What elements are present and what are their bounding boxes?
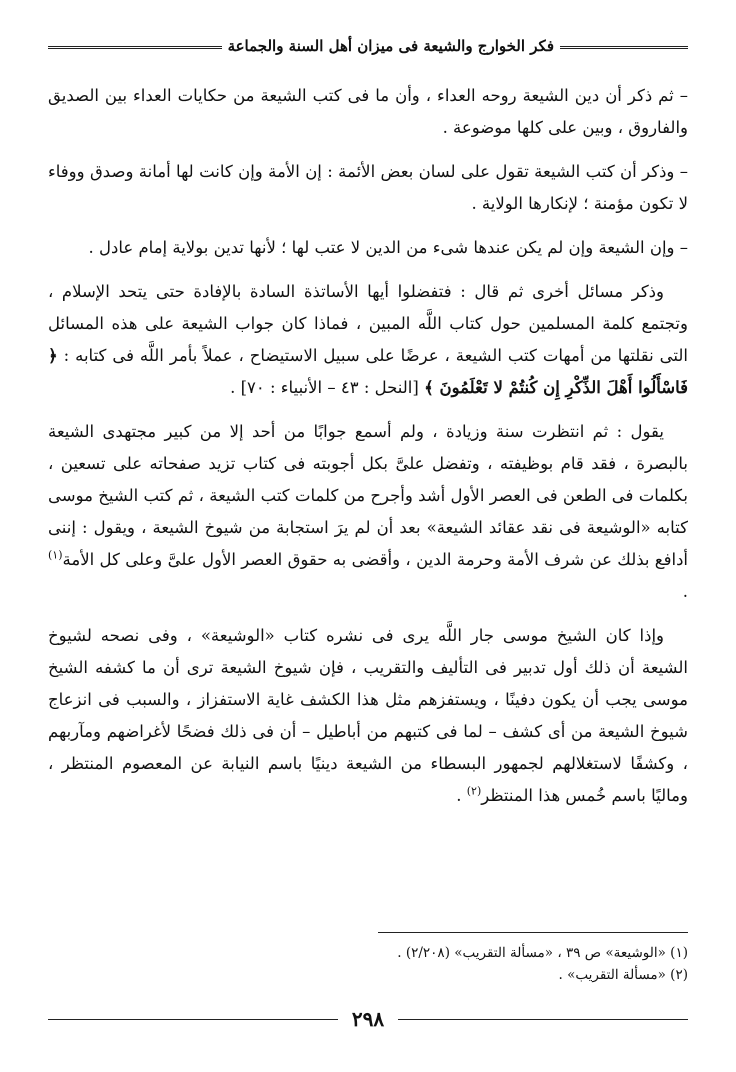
paragraph-6 — [48, 620, 688, 812]
footnote-1: (١) «الوشيعة» ص ٣٩ ، «مسألة التقريب» (٢/٢٠٨) . — [397, 945, 688, 961]
paragraph-6-text: وإذا كان الشيخ موسى جار اللَّه يرى فى نشره كتاب «الوشيعة» ، وفى نصحه لشيوخ الشيعة أن ذلك أول تدبير فى التأليف والتقريب ، فإن شيوخ الشيعة ترى أن ما كشفه الشيخ موسى يجب أن يكون دفينًا ، ويستفزهم مثل هذا الكشف غاية الاستفزاز ، والسبب فى انزعاج شيوخ الشيعة من أى كشف – لما فى كتبهم من أباطيل – أن فى ذلك فضحًا لأغراضهم ومآربهم ، وكشفًا لاستغلالهم لجمهور البسطاء من الشيعة دينيًا باسم النيابة عن المعصوم المنتظر ، وماليًا باسم خُمس هذا المنتظر — [48, 626, 688, 805]
paragraph-5-end: . — [682, 582, 688, 601]
page-footer — [48, 1006, 688, 1032]
paragraph-5 — [48, 416, 688, 608]
footnote-rule — [378, 932, 688, 933]
paragraph-6-end: . — [456, 786, 467, 805]
footnote-marker-2: (٢) — [466, 784, 482, 798]
paragraph-4-text: وذكر مسائل أخرى ثم قال : فتفضلوا أيها الأساتذة السادة بالإفادة حتى يتحد الإسلام ، وتجتمع كلمة المسلمين حول كتاب اللَّه المبين ، فماذا كان جواب الشيعة على هذه المسائل التى نقلتها من أمهات كتب الشيعة ، عرضًا على سبيل الاستيضاح ، عملاً بأمر اللَّه فى كتابه : — [48, 282, 688, 365]
paragraph-3: – وإن الشيعة وإن لم يكن عندها شىء من الدين لا عتب لها ؛ لأنها تدين بولاية إمام عادل . — [88, 238, 688, 257]
running-header — [48, 34, 688, 58]
quran-reference: [النحل : ٤٣ – الأنبياء : ٧٠] . — [230, 378, 419, 397]
main-text — [48, 80, 688, 824]
paragraph-5-text: يقول : ثم انتظرت سنة وزيادة ، ولم أسمع جوابًا من أحد إلا من كبير مجتهدى الشيعة بالبصرة ، فقد قام بوظيفته ، وتفضل علىَّ بكل أجوبته فى كتاب تزيد صفحاته على تسعين ، بكلمات فى الطعن فى العصر الأول أشد وأجرح من كلمات كتب الشيعة ، ثم كتب الشيخ موسى كتابه «الوشيعة فى نقد عقائد الشيعة» بعد أن لم يرَ استجابة من شيوخ الشيعة ، ويقول : إننى أدافع بذلك عن شرف الأمة وحرمة الدين ، وأقضى به حقوق العصر الأول علىَّ وعلى كل الأمة — [48, 422, 688, 569]
quran-verse: ﴿ فَاسْأَلُوا أَهْلَ الذِّكْرِ إِن كُنتُمْ لا تَعْلَمُونَ ﴾ — [48, 346, 688, 397]
footnote-marker-1: (١) — [48, 548, 63, 562]
footnote-2: (٢) «مسألة التقريب» . — [558, 967, 688, 983]
header-title: فكر الخوارج والشيعة فى ميزان أهل السنة والجماعة — [222, 34, 560, 58]
paragraph-1: – ثم ذكر أن دين الشيعة روحه العداء ، وأن ما فى كتب الشيعة من حكايات العداء بين الصديق والفاروق ، وبين على كلها موضوعة . — [48, 86, 688, 137]
page-number: ٢٩٨ — [338, 1006, 398, 1032]
footnotes — [48, 942, 688, 986]
paragraph-4 — [48, 276, 688, 404]
paragraph-2: – وذكر أن كتب الشيعة تقول على لسان بعض الأئمة : إن الأمة وإن كانت لها أمانة وصدق ووفاء لا تكون مؤمنة ؛ لإنكارها الولاية . — [48, 162, 688, 213]
book-page — [48, 26, 688, 1046]
